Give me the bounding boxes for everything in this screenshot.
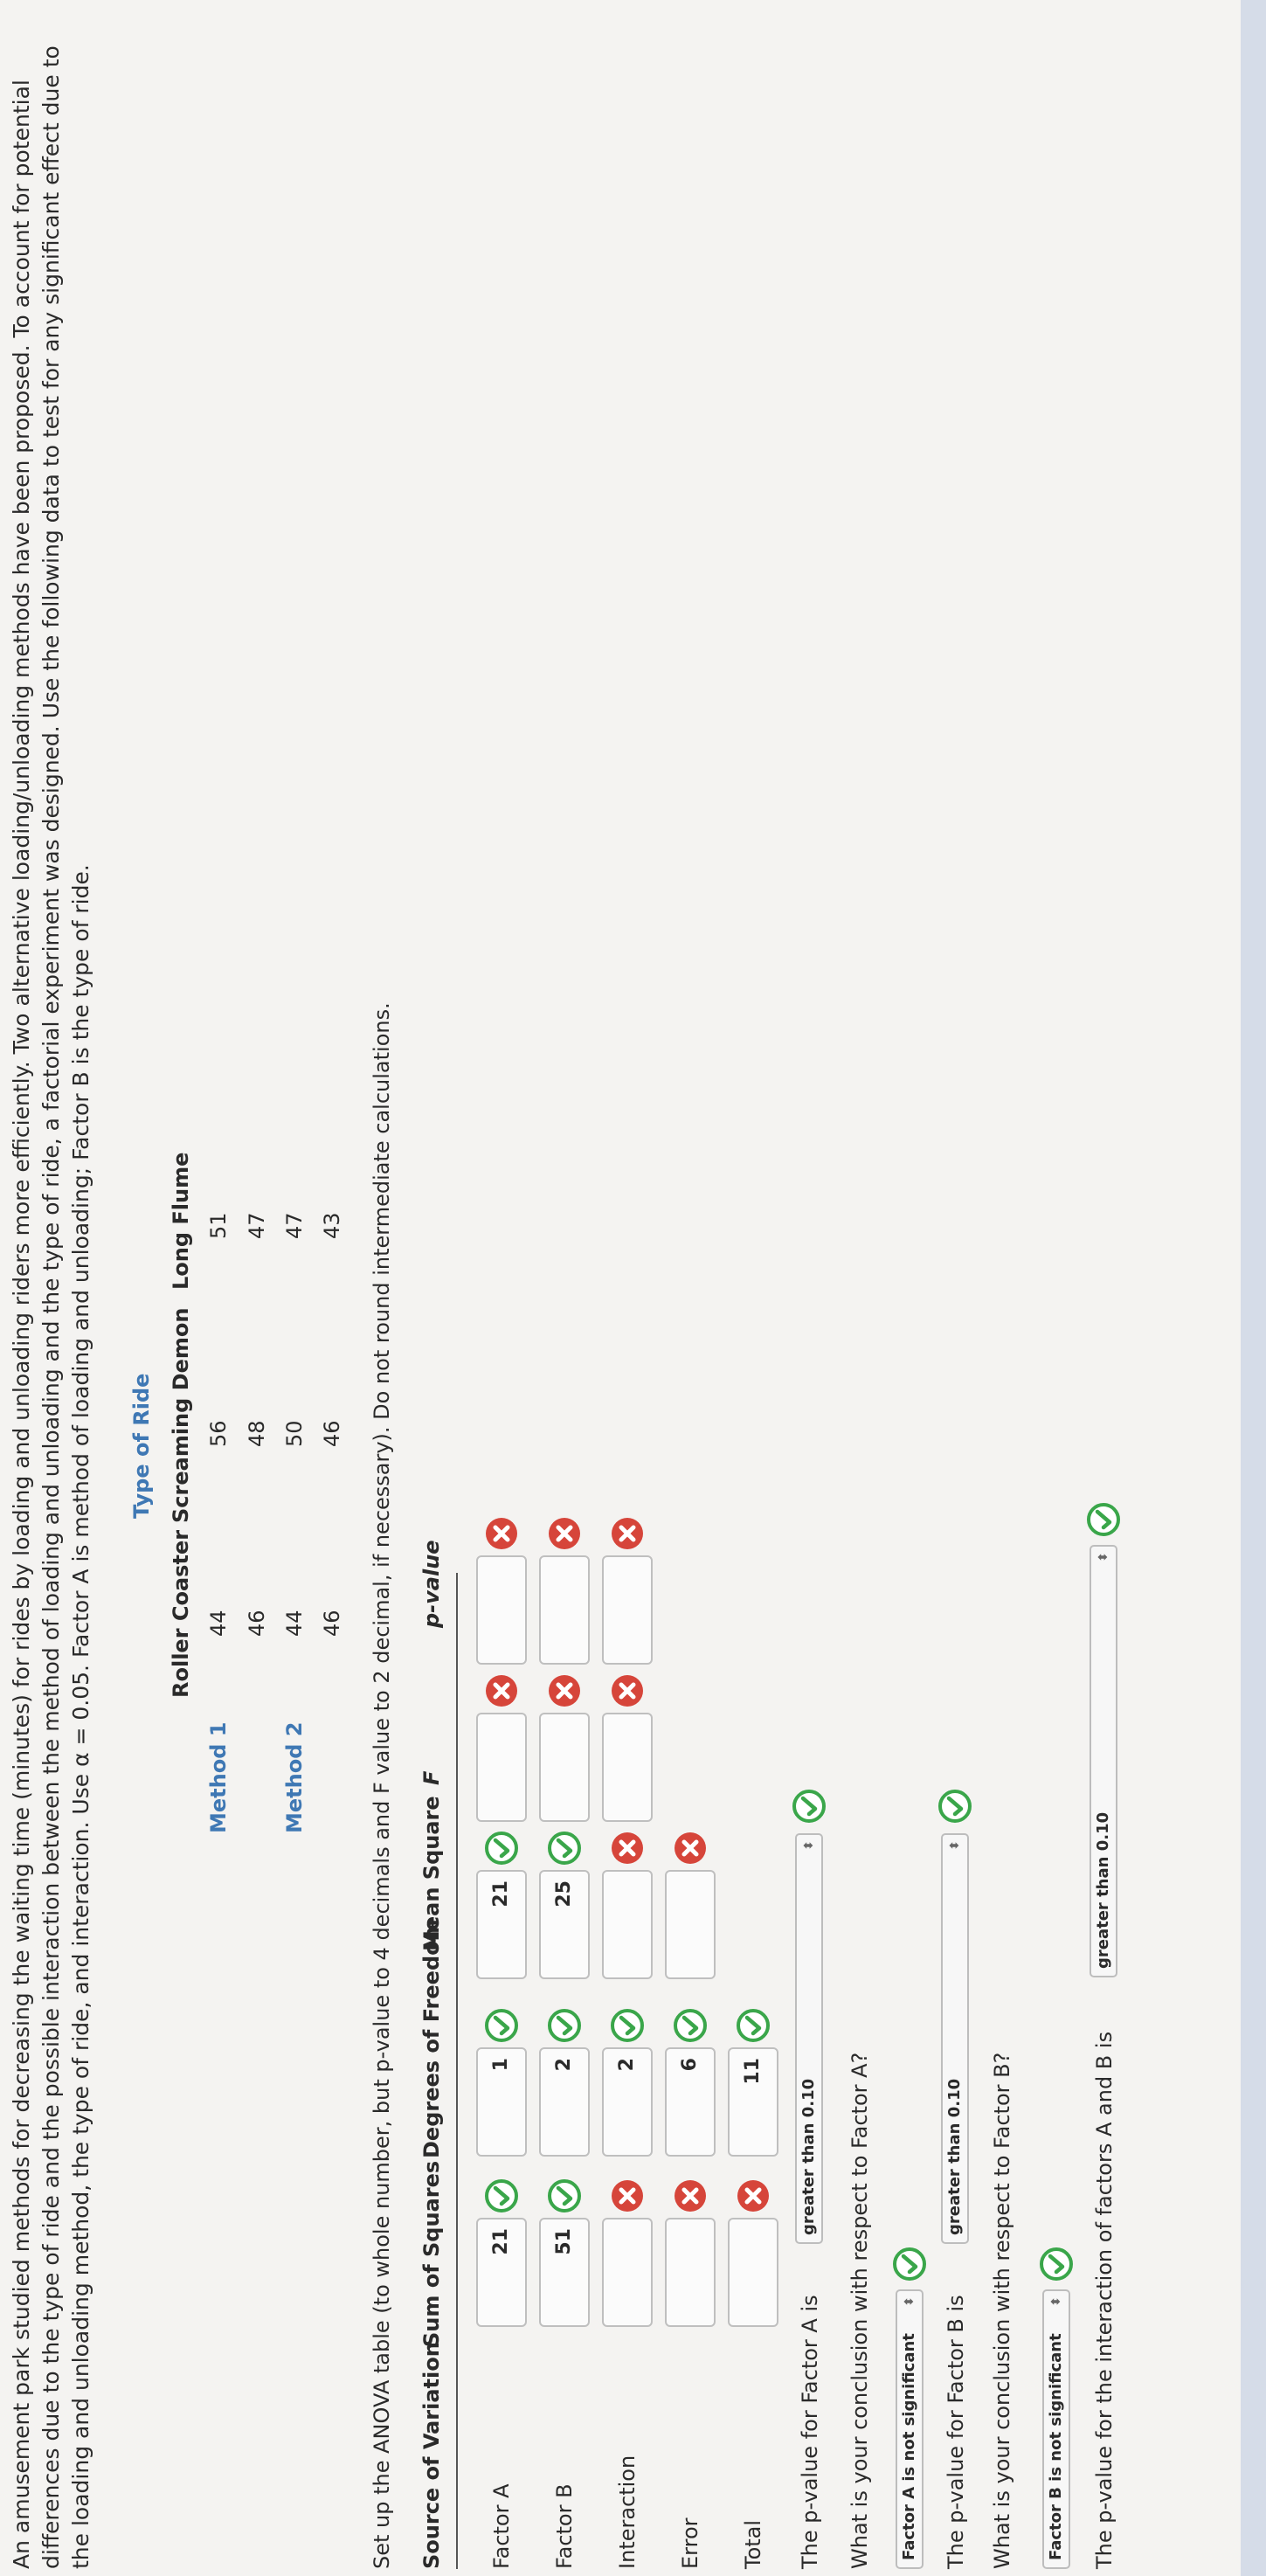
anova-header-source: Source of Variation <box>419 2342 444 2569</box>
check-icon <box>893 2247 926 2281</box>
factor-b-ss-input[interactable]: 51 <box>539 2218 590 2327</box>
selected-value: Factor A is not significant <box>900 2333 918 2560</box>
instruction-text: Set up the ANOVA table (to whole number, but p-value to 4 decimals and F value to 2 decimal, if necessary). Do not round intermediate calculations. <box>370 1002 394 2569</box>
row-label-factor-b: Factor B <box>552 2483 577 2569</box>
check-icon <box>1087 1503 1120 1536</box>
check-icon <box>1040 2247 1073 2281</box>
header-divider <box>456 1573 458 2569</box>
check-icon <box>792 1790 826 1823</box>
cell: 47 <box>282 1212 307 1239</box>
x-mark-icon <box>674 1832 707 1865</box>
cell: 51 <box>206 1212 231 1239</box>
updown-icon: ⬍ <box>802 1840 816 1851</box>
cell: 47 <box>245 1212 269 1239</box>
updown-icon: ⬍ <box>948 1840 962 1851</box>
updown-icon: ⬍ <box>903 2296 917 2307</box>
cell: 56 <box>206 1420 231 1447</box>
col-roller-coaster: Roller Coaster <box>169 1529 193 1698</box>
row-label-method-2: Method 2 <box>282 1721 307 1833</box>
selected-value: greater than 0.10 <box>1094 1811 1112 1969</box>
factor-b-pvalue-input[interactable] <box>539 1555 590 1665</box>
interaction-pvalue-select[interactable] <box>1090 1545 1117 1977</box>
factor-b-df-input[interactable]: 2 <box>539 2047 590 2157</box>
error-ms-input[interactable] <box>665 1870 716 1979</box>
factor-a-ms-input[interactable]: 21 <box>476 1870 527 1979</box>
row-label-error: Error <box>678 2517 702 2569</box>
interaction-f-input[interactable] <box>602 1713 653 1822</box>
x-mark-icon <box>611 1832 644 1865</box>
error-df-input[interactable]: 6 <box>665 2047 716 2157</box>
factor-a-pvalue-select[interactable] <box>795 1833 823 2244</box>
factor-b-pvalue-select[interactable] <box>941 1833 969 2244</box>
col-long-flume: Long Flume <box>169 1152 193 1290</box>
updown-icon: ⬍ <box>1097 1552 1110 1562</box>
factor-a-pvalue-prompt: The p-value for Factor A is <box>798 2295 822 2569</box>
type-of-ride-header: Type of Ride <box>129 1373 154 1519</box>
total-ss-input[interactable] <box>728 2218 778 2327</box>
updown-icon: ⬍ <box>1049 2296 1063 2307</box>
interaction-df-input[interactable]: 2 <box>602 2047 653 2157</box>
problem-statement: An amusement park studied methods for decreasing the waiting time (minutes) for rides by loading and unloading riders more efficiently. Two alternative loading/unloading methods have been proposed. To account for potential differences due to the type of ride and the possible interaction between the method of loading and unloading and the type of ride, a factorial experiment was designed. Use the following data to test for any significant effect due to the loading and unloading method, the type of ride, and interaction. Use α = 0.05. Factor A is method of loading and unloading; Factor B is the type of ride. <box>9 45 93 2569</box>
check-icon <box>485 1832 518 1865</box>
conclusion-b-question: What is your conclusion with respect to Factor B? <box>990 2052 1014 2569</box>
anova-header-ss: Sum of Squares <box>419 2160 444 2347</box>
anova-header-ms: Mean Square <box>419 1796 444 1951</box>
factor-b-f-input[interactable] <box>539 1713 590 1822</box>
check-icon <box>611 2009 644 2042</box>
check-icon <box>737 2009 770 2042</box>
factor-b-pvalue-prompt: The p-value for Factor B is <box>944 2295 968 2569</box>
row-label-factor-a: Factor A <box>489 2483 514 2569</box>
interaction-ss-input[interactable] <box>602 2218 653 2327</box>
cell: 46 <box>320 1420 344 1447</box>
x-mark-icon <box>674 2179 707 2212</box>
factor-a-df-input[interactable]: 1 <box>476 2047 527 2157</box>
check-icon <box>485 2009 518 2042</box>
factor-a-ss-input[interactable]: 21 <box>476 2218 527 2327</box>
conclusion-a-select[interactable] <box>896 2289 924 2569</box>
factor-a-f-input[interactable] <box>476 1713 527 1822</box>
cell: 44 <box>206 1610 231 1637</box>
check-icon <box>548 1832 581 1865</box>
check-icon <box>548 2009 581 2042</box>
selected-value: Factor B is not significant <box>1047 2333 1065 2560</box>
x-mark-icon <box>611 1517 644 1550</box>
row-label-total: Total <box>741 2519 765 2569</box>
check-icon <box>674 2009 707 2042</box>
cell: 46 <box>320 1610 344 1637</box>
cell: 44 <box>282 1610 307 1637</box>
selected-value: greater than 0.10 <box>945 2078 964 2235</box>
x-mark-icon <box>548 1517 581 1550</box>
anova-header-pvalue: p-value <box>419 1540 444 1628</box>
x-mark-icon <box>548 1674 581 1707</box>
conclusion-a-question: What is your conclusion with respect to Factor A? <box>847 2052 872 2569</box>
interaction-pvalue-prompt: The p-value for the interaction of factors A and B is <box>1092 2031 1117 2569</box>
cell: 43 <box>320 1212 344 1239</box>
x-mark-icon <box>611 2179 644 2212</box>
x-mark-icon <box>485 1517 518 1550</box>
interaction-ms-input[interactable] <box>602 1870 653 1979</box>
conclusion-b-select[interactable] <box>1042 2289 1070 2569</box>
total-df-input[interactable]: 11 <box>728 2047 778 2157</box>
anova-header-f: F <box>419 1770 444 1785</box>
cell: 50 <box>282 1420 307 1447</box>
factor-a-pvalue-input[interactable] <box>476 1555 527 1665</box>
x-mark-icon <box>737 2179 770 2212</box>
check-icon <box>485 2179 518 2212</box>
bottom-edge <box>1241 0 1266 2576</box>
col-screaming-demon: Screaming Demon <box>169 1307 193 1523</box>
row-label-interaction: Interaction <box>615 2455 640 2569</box>
factor-b-ms-input[interactable]: 25 <box>539 1870 590 1979</box>
row-label-method-1: Method 1 <box>206 1721 231 1833</box>
check-icon <box>938 1790 972 1823</box>
error-ss-input[interactable] <box>665 2218 716 2327</box>
cell: 46 <box>245 1610 269 1637</box>
x-mark-icon <box>485 1674 518 1707</box>
selected-value: greater than 0.10 <box>799 2078 818 2235</box>
x-mark-icon <box>611 1674 644 1707</box>
cell: 48 <box>245 1420 269 1447</box>
anova-header-df: Degrees of Freedom <box>419 1919 444 2158</box>
check-icon <box>548 2179 581 2212</box>
interaction-pvalue-input[interactable] <box>602 1555 653 1665</box>
